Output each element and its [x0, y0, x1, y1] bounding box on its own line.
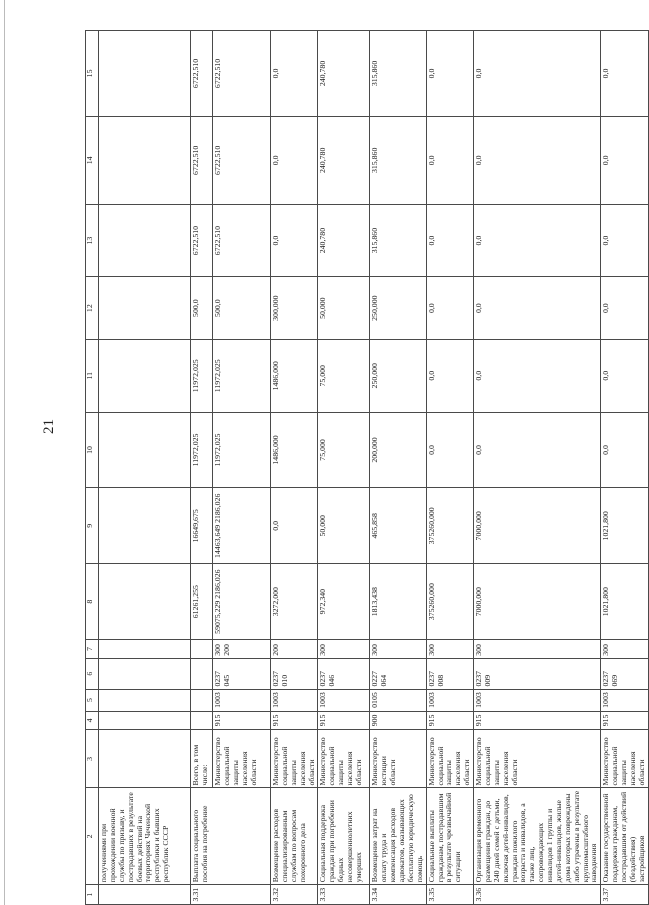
table-cell: 300 — [318, 640, 370, 659]
table-cell — [191, 640, 213, 659]
amount-cell: 0,0 — [601, 204, 648, 277]
org-cell: Министерство социальной защиты населения области — [601, 730, 648, 788]
amount-cell: 0,0 — [271, 116, 318, 204]
table-row-3-31-total — [191, 31, 213, 905]
rotated-table-wrapper — [85, 30, 646, 905]
table-cell: 0237 008 — [426, 658, 473, 689]
table-row-3-35 — [426, 31, 473, 905]
table-cell: 300 — [426, 640, 473, 659]
table-cell: 915 — [426, 711, 473, 730]
amount-cell: 0,0 — [474, 204, 601, 277]
amount-cell: 240,780 — [318, 116, 370, 204]
table-row-continuation — [99, 31, 191, 905]
org-cell: Всего, в том числе: — [191, 730, 213, 788]
table-cell: 300 — [601, 640, 648, 659]
amount-cell: 50,000 — [318, 277, 370, 340]
amount-cell: 315,860 — [370, 116, 426, 204]
row-number-cell: 3.37 — [601, 885, 648, 905]
table-cell — [99, 564, 191, 640]
table-cell — [191, 689, 213, 711]
table-cell: 0105 — [370, 689, 426, 711]
table-cell: 0237 010 — [271, 658, 318, 689]
amount-cell: 0,0 — [271, 31, 318, 117]
amount-cell: 0,0 — [474, 277, 601, 340]
amount-cell: 375260,000 — [426, 488, 473, 564]
table-cell — [191, 711, 213, 730]
amount-cell: 0,0 — [426, 31, 473, 117]
col-header: 12 — [86, 277, 99, 340]
table-cell: 300 — [370, 640, 426, 659]
table-cell: 915 — [474, 711, 601, 730]
col-header: 15 — [86, 31, 99, 117]
table-row-3-32 — [271, 31, 318, 905]
row-name-cell: Организация временного размещения граждан, до 240 дней семей с детьми, включая детей-инвалидов, граждан пожилого возраста и инвалидов, а также лиц, сопровождающих инвалидов 1 группы и детей-инвалидов, жилые дома которых повреждены либо утрачены в результате крупномасштабного наводнения — [474, 788, 601, 885]
table-cell — [99, 116, 191, 204]
table-cell — [99, 277, 191, 340]
table-cell — [99, 658, 191, 689]
org-cell: Министерство социальной защиты населения области — [271, 730, 318, 788]
amount-cell: 0,0 — [426, 204, 473, 277]
amount-cell: 240,780 — [318, 31, 370, 117]
table-cell — [191, 658, 213, 689]
amount-cell: 75,000 — [318, 340, 370, 413]
amount-cell: 0,0 — [426, 412, 473, 488]
amount-cell: 6722,510 — [191, 116, 213, 204]
amount-cell: 11972,025 — [213, 340, 271, 413]
page-number: 21 — [41, 419, 57, 434]
amount-cell: 250,000 — [370, 340, 426, 413]
amount-cell: 1813,438 — [370, 564, 426, 640]
amount-cell: 0,0 — [271, 488, 318, 564]
col-header: 2 — [86, 788, 99, 885]
amount-cell: 6722,510 — [213, 204, 271, 277]
row-number-cell: 3.32 — [271, 885, 318, 905]
amount-cell: 250,000 — [370, 277, 426, 340]
amount-cell: 14463,649 2186,026 — [213, 488, 271, 564]
column-number-header-row — [86, 31, 99, 905]
org-cell: Министерство социальной защиты населения области — [474, 730, 601, 788]
table-cell — [99, 711, 191, 730]
col-header: 11 — [86, 340, 99, 413]
amount-cell: 1486,000 — [271, 412, 318, 488]
table-row-3-33 — [318, 31, 370, 905]
row-number-cell: 3.33 — [318, 885, 370, 905]
col-header: 7 — [86, 640, 99, 659]
col-header: 10 — [86, 412, 99, 488]
row-name-cell: Социальные выплаты гражданам, пострадавшим в результате чрезвычайной ситуации — [426, 788, 473, 885]
amount-cell: 0,0 — [474, 412, 601, 488]
row-number-cell: 3.36 — [474, 885, 601, 905]
table-cell: 1003 — [213, 689, 271, 711]
row-number-cell: 3.35 — [426, 885, 473, 905]
amount-cell: 11972,025 — [213, 412, 271, 488]
amount-cell: 240,780 — [318, 204, 370, 277]
table-cell: 1003 — [271, 689, 318, 711]
amount-cell: 59075,229 2186,026 — [213, 564, 271, 640]
amount-cell: 0,0 — [474, 116, 601, 204]
row-name-cell: Выплата социального пособия на погребение — [191, 788, 271, 885]
budget-table — [85, 30, 649, 905]
amount-cell: 315,860 — [370, 31, 426, 117]
table-cell — [99, 488, 191, 564]
col-header: 1 — [86, 885, 99, 905]
amount-cell: 0,0 — [601, 116, 648, 204]
amount-cell: 0,0 — [601, 340, 648, 413]
table-cell: 1003 — [601, 689, 648, 711]
table-cell: 300 — [474, 640, 601, 659]
amount-cell: 6722,510 — [191, 31, 213, 117]
amount-cell: 6722,510 — [213, 31, 271, 117]
amount-cell: 75,000 — [318, 412, 370, 488]
table-cell: 915 — [318, 711, 370, 730]
amount-cell: 61261,255 — [191, 564, 213, 640]
row-number-cell — [99, 885, 191, 905]
table-cell: 915 — [271, 711, 318, 730]
table-cell: 915 — [601, 711, 648, 730]
amount-cell: 7000,000 — [474, 564, 601, 640]
col-header: 9 — [86, 488, 99, 564]
table-row-3-31-ministry — [213, 31, 271, 905]
table-cell: 1003 — [474, 689, 601, 711]
amount-cell: 1486,000 — [271, 340, 318, 413]
amount-cell: 0,0 — [426, 340, 473, 413]
col-header: 3 — [86, 730, 99, 788]
amount-cell: 0,0 — [426, 116, 473, 204]
table-cell: 915 — [213, 711, 271, 730]
row-name-cell: Оказание государственной поддержки гражданам, пострадавшим от действий (бездействия) застройщиков — [601, 788, 648, 885]
table-row-3-36 — [474, 31, 601, 905]
table-cell — [99, 204, 191, 277]
table-cell: 0237 045 — [213, 658, 271, 689]
org-cell: Министерство юстиции области — [370, 730, 426, 788]
table-cell — [99, 412, 191, 488]
amount-cell: 465,858 — [370, 488, 426, 564]
amount-cell: 3272,000 — [271, 564, 318, 640]
amount-cell: 7000,000 — [474, 488, 601, 564]
amount-cell: 0,0 — [601, 412, 648, 488]
row-number-cell: 3.31 — [191, 885, 271, 905]
amount-cell: 200,000 — [370, 412, 426, 488]
amount-cell: 500,0 — [191, 277, 213, 340]
amount-cell: 1021,800 — [601, 564, 648, 640]
row-name-cell: Возмещение затрат на оплату труда и компенсация расходов адвокатов, оказывающих бесплатную юридическую помощь — [370, 788, 426, 885]
table-cell: 0237 046 — [318, 658, 370, 689]
row-name-cell: Социальная поддержка граждан при погребении бедных несовершеннолетних умерших — [318, 788, 370, 885]
table-cell: 1003 — [426, 689, 473, 711]
table-cell — [99, 640, 191, 659]
col-header: 14 — [86, 116, 99, 204]
scan-edge-line — [4, 0, 5, 905]
amount-cell: 315,860 — [370, 204, 426, 277]
amount-cell: 972,340 — [318, 564, 370, 640]
table-cell — [99, 730, 191, 788]
col-header: 8 — [86, 564, 99, 640]
row-name-cell: получениями при прохождении военной службы по призыву, и пострадавших в результате боевых действий на территориях Чеченской республики и бывших республик СССР — [99, 788, 191, 885]
amount-cell: 500,0 — [213, 277, 271, 340]
org-cell: Министерство социальной защиты населения области — [426, 730, 473, 788]
amount-cell: 16649,675 — [191, 488, 213, 564]
org-cell: Министерство социальной защиты населения области — [213, 730, 271, 788]
row-name-cell: Возмещение расходов специализированным службам по вопросам похоронного дела — [271, 788, 318, 885]
col-header: 13 — [86, 204, 99, 277]
table-cell: 200 — [271, 640, 318, 659]
amount-cell: 0,0 — [271, 204, 318, 277]
amount-cell: 0,0 — [426, 277, 473, 340]
table-row-3-34 — [370, 31, 426, 905]
table-cell: 0227 064 — [370, 658, 426, 689]
amount-cell: 375260,000 — [426, 564, 473, 640]
amount-cell: 6722,510 — [191, 204, 213, 277]
table-cell — [99, 689, 191, 711]
amount-cell: 1021,800 — [601, 488, 648, 564]
amount-cell: 0,0 — [474, 340, 601, 413]
table-row-3-37 — [601, 31, 648, 905]
col-header: 4 — [86, 711, 99, 730]
row-number-cell: 3.34 — [370, 885, 426, 905]
table-cell: 900 — [370, 711, 426, 730]
table-cell: 0237 009 — [474, 658, 601, 689]
col-header: 6 — [86, 658, 99, 689]
amount-cell: 6722,510 — [213, 116, 271, 204]
amount-cell: 0,0 — [474, 31, 601, 117]
table-cell: 1003 — [318, 689, 370, 711]
table-cell: 0237 069 — [601, 658, 648, 689]
table-cell — [99, 31, 191, 117]
org-cell: Министерство социальной защиты населения области — [318, 730, 370, 788]
table-cell — [99, 340, 191, 413]
amount-cell: 50,000 — [318, 488, 370, 564]
amount-cell: 300,000 — [271, 277, 318, 340]
amount-cell: 0,0 — [601, 31, 648, 117]
amount-cell: 11972,025 — [191, 340, 213, 413]
table-cell: 300 200 — [213, 640, 271, 659]
amount-cell: 0,0 — [601, 277, 648, 340]
amount-cell: 11972,025 — [191, 412, 213, 488]
col-header: 5 — [86, 689, 99, 711]
